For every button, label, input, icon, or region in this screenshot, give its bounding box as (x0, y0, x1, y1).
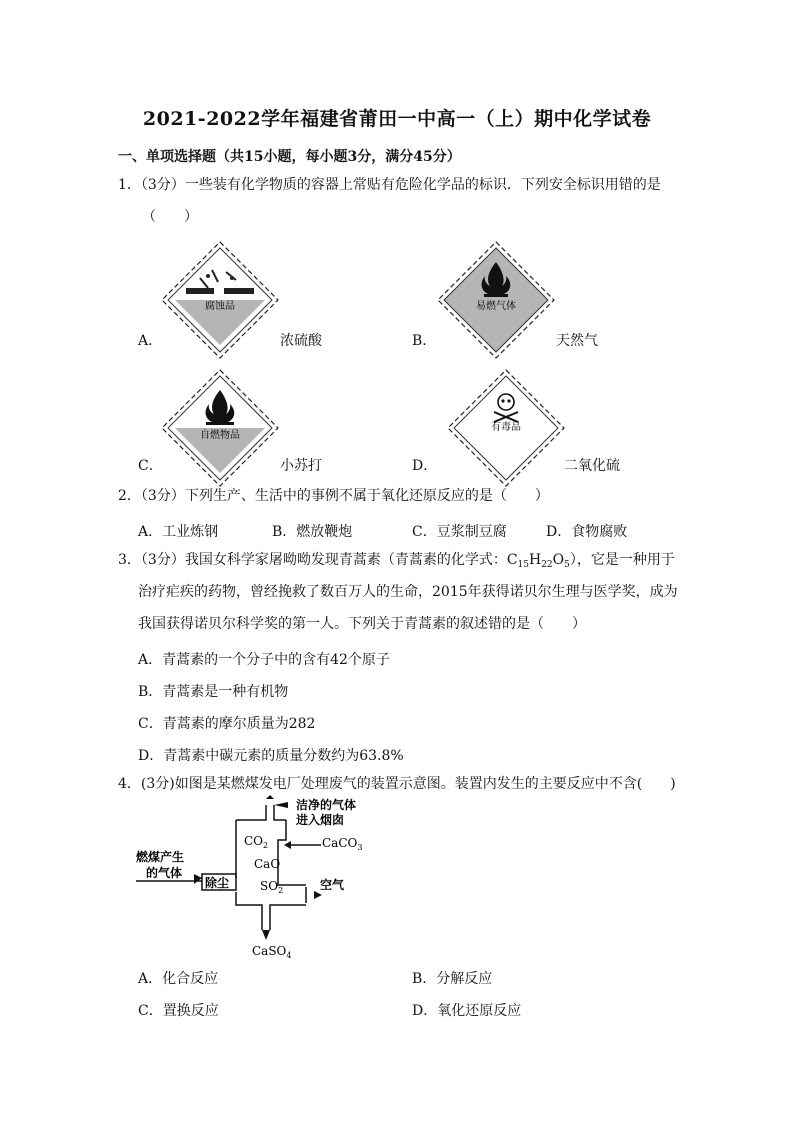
q4-option-b: B．分解反应 (412, 971, 493, 987)
q1-option-b-substance: 天然气 (556, 333, 598, 349)
q1-option-b-letter: B． (412, 333, 437, 349)
svg-text:燃煤产生: 燃煤产生 (136, 850, 185, 864)
q1-stem-line1: 1．（3分）一些装有化学物质的容器上常贴有危险化学品的标识．下列安全标识用错的是 (118, 177, 661, 193)
svg-text:洁净的气体: 洁净的气体 (296, 798, 357, 812)
q4-option-d: D．氧化还原反应 (412, 1003, 522, 1019)
q2-stem: 2．（3分）下列生产、生活中的事例不属于氧化还原反应的是（ ） (118, 488, 549, 504)
q1-option-c-letter: C． (138, 458, 163, 474)
page-title: 2021-2022学年福建省莆田一中高一（上）期中化学试卷 (142, 108, 652, 130)
q2-option-a: A．工业炼钢 (138, 524, 219, 540)
q1-option-d-substance: 二氧化硫 (564, 458, 620, 474)
flammable-gas-sign-icon (436, 240, 556, 360)
sign-a-label: 腐蚀品 (205, 301, 235, 312)
svg-text:进入烟囱: 进入烟囱 (296, 813, 345, 827)
q1-option-a-substance: 浓硫酸 (280, 333, 322, 349)
svg-text:CaSO4: CaSO$_4$ (252, 944, 292, 960)
sign-d-label: 有毒品 (491, 422, 521, 433)
q1-stem-line2: （ ） (142, 209, 198, 225)
svg-text:SO2: $SO_2$ (260, 879, 284, 895)
svg-text:除尘: 除尘 (205, 876, 230, 890)
flue-gas-diagram (136, 795, 396, 960)
q3-stem-line3: 我国获得诺贝尔科学奖的第一人。下列关于青蒿素的叙述错的是（ ） (138, 616, 586, 632)
q3-option-b: B．青蒿素是一种有机物 (138, 684, 289, 700)
q1-option-d-letter: D． (412, 458, 438, 474)
q4-option-a: A．化合反应 (138, 971, 219, 987)
q1-option-a-letter: A． (138, 333, 163, 349)
q3-option-c: C．青蒿素的摩尔质量为282 (138, 716, 316, 732)
q2-option-c: C．豆浆制豆腐 (412, 524, 507, 540)
q2-option-b: B．燃放鞭炮 (272, 524, 353, 540)
corrosive-sign-icon (160, 240, 280, 360)
q3-option-d: D．青蒿素中碳元素的质量分数约为63.8% (138, 748, 404, 764)
q3-stem-line2: 治疗疟疾的药物，曾经挽救了数百万人的生命，2015年获得诺贝尔生理与医学奖，成为 (138, 584, 678, 600)
q3-stem-line1: 3．（3分）我国女科学家屠呦呦发现青蒿素（青蒿素的化学式：$C_{15}H_{22}O_5$），它是一种用于 (118, 552, 675, 570)
spontaneous-combustion-sign-icon (160, 368, 280, 488)
section-heading: 一、单项选择题（共15小题，每小题3分，满分45分） (118, 149, 461, 165)
q2-option-d: D．食物腐败 (546, 524, 628, 540)
sign-c-label: 自燃物品 (200, 430, 240, 441)
svg-text:空气: 空气 (320, 878, 345, 892)
toxic-sign-icon (446, 368, 566, 488)
q4-option-c: C．置换反应 (138, 1003, 219, 1019)
svg-text:CaCO3: CaCO$_3$ (322, 836, 363, 852)
svg-text:CaO: CaO (254, 857, 281, 871)
svg-text:的气体: 的气体 (146, 866, 183, 880)
q3-option-a: A．青蒿素的一个分子中的含有42个原子 (138, 652, 390, 668)
q4-stem: 4．(3分)如图是某燃煤发电厂处理废气的装置示意图。装置内发生的主要反应中不含( ) (118, 776, 676, 792)
q1-option-c-substance: 小苏打 (280, 458, 322, 474)
sign-b-label: 易燃气体 (476, 301, 516, 312)
svg-text:CO2: $CO_2$ (244, 834, 269, 850)
